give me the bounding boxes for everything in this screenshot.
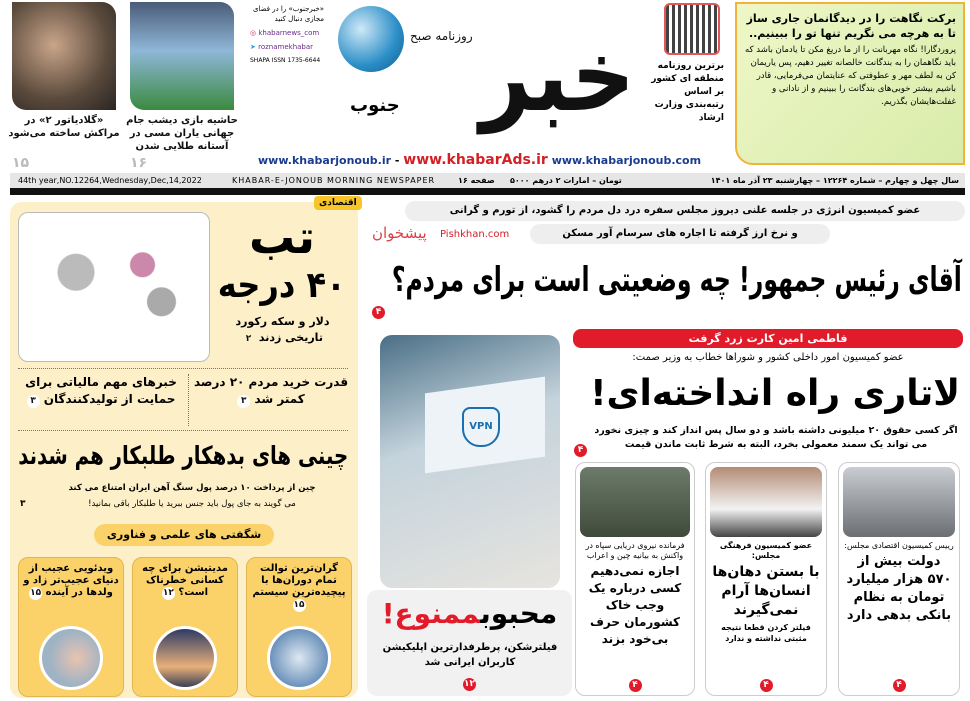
story-caption[interactable]: «گلادیاتور ۲» در مراکش ساخته می‌شود bbox=[8, 115, 120, 139]
machine-image bbox=[267, 626, 331, 690]
page-number: ۱۵ bbox=[12, 155, 30, 171]
commander-photo bbox=[580, 467, 690, 537]
verse-box bbox=[735, 2, 965, 165]
logo bbox=[330, 0, 640, 150]
url-link[interactable]: www.khabarjonoub.ir bbox=[258, 154, 392, 167]
url-link[interactable]: www.khabarjonoub.com bbox=[551, 154, 702, 167]
meditation-image bbox=[153, 626, 217, 690]
url-link[interactable]: www.khabarAds.ir bbox=[403, 152, 548, 168]
page-number: ۱۶ bbox=[130, 155, 148, 171]
url-row: www.khabarjonoub.ir - www.khabarAds.ir www.khabarjonoub.com bbox=[258, 152, 702, 168]
china-sub: می گویند به جای پول باید جنس ببرید یا طلبکار باقی بمانید! bbox=[88, 499, 296, 509]
red-banner: فاطمی امین کارت زرد گرفت bbox=[573, 329, 963, 348]
football-photo[interactable] bbox=[130, 2, 234, 110]
china-headline[interactable]: چینی های بدهکار طلبکار هم شدند bbox=[17, 441, 348, 470]
verse-body: پروردگارا! نگاه مهربانت را از ما دریغ مکن تا یادمان باشد که باید نگاهمان را به بندگانت خالصانه تغییر دهیم، پس یاریمان کن به لطف مهر و عطوفتی که عنایتمان می‌فرمایی، قادر باشیم بیشتر خوبی‌های بندگانت را ببینیم و از نادانی و غفلت‌هایشان بگذریم. bbox=[744, 45, 956, 107]
dotted-divider bbox=[188, 374, 189, 426]
card-kicker: رییس کمیسیون اقتصادی مجلس: bbox=[844, 541, 954, 550]
economy-sub: دلار و سکه رکورد تاریخی زدند ۲ bbox=[235, 315, 330, 344]
economy-headline[interactable]: ۴۰ درجه bbox=[217, 265, 347, 306]
lead-kicker-pill bbox=[405, 201, 965, 221]
logo-sub: جنوب bbox=[350, 95, 400, 116]
watermark: پیشخوان bbox=[372, 224, 427, 242]
page-badge: ۴ bbox=[372, 306, 385, 319]
story-card[interactable] bbox=[838, 462, 960, 696]
science-item[interactable]: مدیتیشن برای چه کسانی خطرناک است؟ ۱۲ bbox=[132, 557, 238, 697]
story-caption[interactable]: حاشیه بازی دیشب جام جهانی یاران مسی در آستانه طلایی شدن bbox=[126, 115, 238, 152]
china-sub: چین از پرداخت ۱۰ درصد پول سنگ آهن ایران امتناع می کند bbox=[68, 483, 316, 493]
page-count: ۱۶ صفحه bbox=[458, 176, 495, 185]
cleric-photo bbox=[710, 467, 822, 537]
page-number: ۳ bbox=[20, 499, 26, 509]
issn: SHAPA ISSN 1735-6644 bbox=[250, 57, 321, 64]
instagram-icon: ◎ bbox=[250, 29, 257, 37]
card-sub: فیلتر کردن قطعا نتیجه مثبتی نداشته و ندارد bbox=[721, 623, 811, 643]
card-headline: اجازه نمی‌دهیم کسی درباره یک وجب خاک کشورمان حرف بی‌خود بزند bbox=[588, 564, 682, 646]
social-intro: «خبرجنوب» را در فضای مجازی دنبال کنید bbox=[252, 5, 324, 23]
science-item[interactable]: گران‌ترین توالت تمام دوران‌ها با پیچیده‌ترین سیستم ۱۵ bbox=[246, 557, 352, 697]
divider bbox=[10, 188, 965, 195]
vpn-photo[interactable] bbox=[380, 335, 560, 588]
card-headline: دولت بیش از ۵۷۰ هزار میلیارد تومان به نظام بانکی بدهی دارد bbox=[846, 554, 952, 623]
science-label: شگفتی های علمی و فناوری bbox=[94, 524, 274, 546]
telegram-icon: ➤ bbox=[250, 43, 256, 51]
lead-kicker: عضو کمیسیون انرژی در جلسه علنی دیروز مجلس سفره درد دل مردم را گشود، از تورم و گرانی bbox=[449, 205, 921, 216]
brief-story[interactable]: خبرهای مهم مالیاتی برای حمایت از تولیدکنندگان ۳ bbox=[25, 375, 177, 406]
gladiator-photo[interactable] bbox=[12, 2, 116, 110]
paper-name-en: KHABAR-E-JONOUB MORNING NEWSPAPER bbox=[232, 176, 436, 185]
page-badge: ۱۲ bbox=[464, 679, 475, 689]
second-headline[interactable]: لاتاری راه انداخته‌ای! bbox=[589, 373, 960, 414]
info-bar bbox=[10, 173, 965, 188]
card-kicker: فرمانده نیروی دریایی سپاه در واکنش به بیانیه چین و اعراب bbox=[585, 541, 685, 560]
english-date: 44th year,NO.12264,Wednesday,Dec,14,2022 bbox=[18, 176, 202, 185]
lead-kicker-pill bbox=[530, 224, 830, 244]
section-tag: اقتصادی bbox=[314, 196, 362, 210]
person-photo bbox=[843, 467, 955, 537]
second-body: اگر کسی حقوق ۲۰ میلیونی داشته باشد و دو سال پس انداز کند و چیزی نخورد می تواند یک سمند معمولی بخرد، البته به شرط ثابت ماندن قیمت bbox=[594, 425, 958, 450]
page-badge: ۴ bbox=[629, 679, 642, 692]
card-headline: با بستن دهان‌ها انسان‌ها آرام نمی‌گیرند bbox=[712, 564, 820, 618]
baby-image bbox=[39, 626, 103, 690]
qr-code[interactable] bbox=[664, 3, 720, 55]
telegram-link[interactable]: ➤ roznamekhabar bbox=[250, 43, 314, 51]
logo-tagline: روزنامه صبح bbox=[410, 29, 473, 43]
social-box bbox=[250, 4, 324, 66]
vpn-headline[interactable]: محبوبممنوع! bbox=[381, 597, 558, 630]
globe-icon bbox=[338, 6, 404, 72]
verse-title: برکت نگاهت را در دیدگانمان جاری ساز bbox=[746, 12, 956, 25]
science-item[interactable]: ویدئویی عجیب از دنیای عجیب‌تر زاد و ولدها در آینده ۱۵ bbox=[18, 557, 124, 697]
persian-date: سال چهل و چهارم – شماره ۱۲۲۶۴ – چهارشنبه ۲۳ آذر ماه ۱۴۰۱ bbox=[710, 176, 959, 185]
logo-text: خبر bbox=[479, 16, 635, 134]
lead-headline[interactable]: آقای رئیس جمهور! چه وضعیتی است برای مردم؟ bbox=[392, 260, 962, 300]
card-kicker: عضو کمیسیون فرهنگی مجلس: bbox=[719, 541, 813, 560]
brief-story[interactable]: قدرت خرید مردم ۲۰ درصد کمتر شد ۳ bbox=[193, 375, 349, 406]
lead-kicker: و نرخ ارز گرفته تا اجاره های سرسام آور مسکن bbox=[562, 228, 798, 239]
dotted-divider bbox=[18, 368, 348, 369]
price: ۵۰۰۰ تومان – امارات ۲ درهم bbox=[510, 176, 622, 185]
page-badge: ۴ bbox=[574, 444, 587, 457]
instagram-link[interactable]: ◎ khabarnews_com bbox=[250, 29, 320, 37]
rank-note: برترین روزنامه منطقه ای کشور بر اساس رتبه‌بندی وزارت ارشاد bbox=[651, 61, 724, 123]
cartoon-image[interactable] bbox=[18, 212, 210, 362]
page-badge: ۴ bbox=[760, 679, 773, 692]
economy-headline[interactable]: تب bbox=[249, 210, 315, 264]
watermark-url: Pishkhan.com bbox=[440, 229, 510, 240]
story-card[interactable] bbox=[705, 462, 827, 696]
page-badge: ۴ bbox=[893, 679, 906, 692]
second-kicker: عضو کمیسیون امور داخلی کشور و شوراها خطاب به وزیر صمت: bbox=[632, 352, 904, 363]
vpn-sub: فیلترشکن، پرطرفدارترین اپلیکیشن کاربران ایرانی شد bbox=[382, 642, 558, 668]
verse-title: تا به هرچه می نگریم تنها تو را ببینیم.. bbox=[748, 27, 956, 40]
vpn-icon: VPN bbox=[462, 407, 500, 447]
dotted-divider bbox=[18, 430, 348, 431]
story-card[interactable] bbox=[575, 462, 695, 696]
